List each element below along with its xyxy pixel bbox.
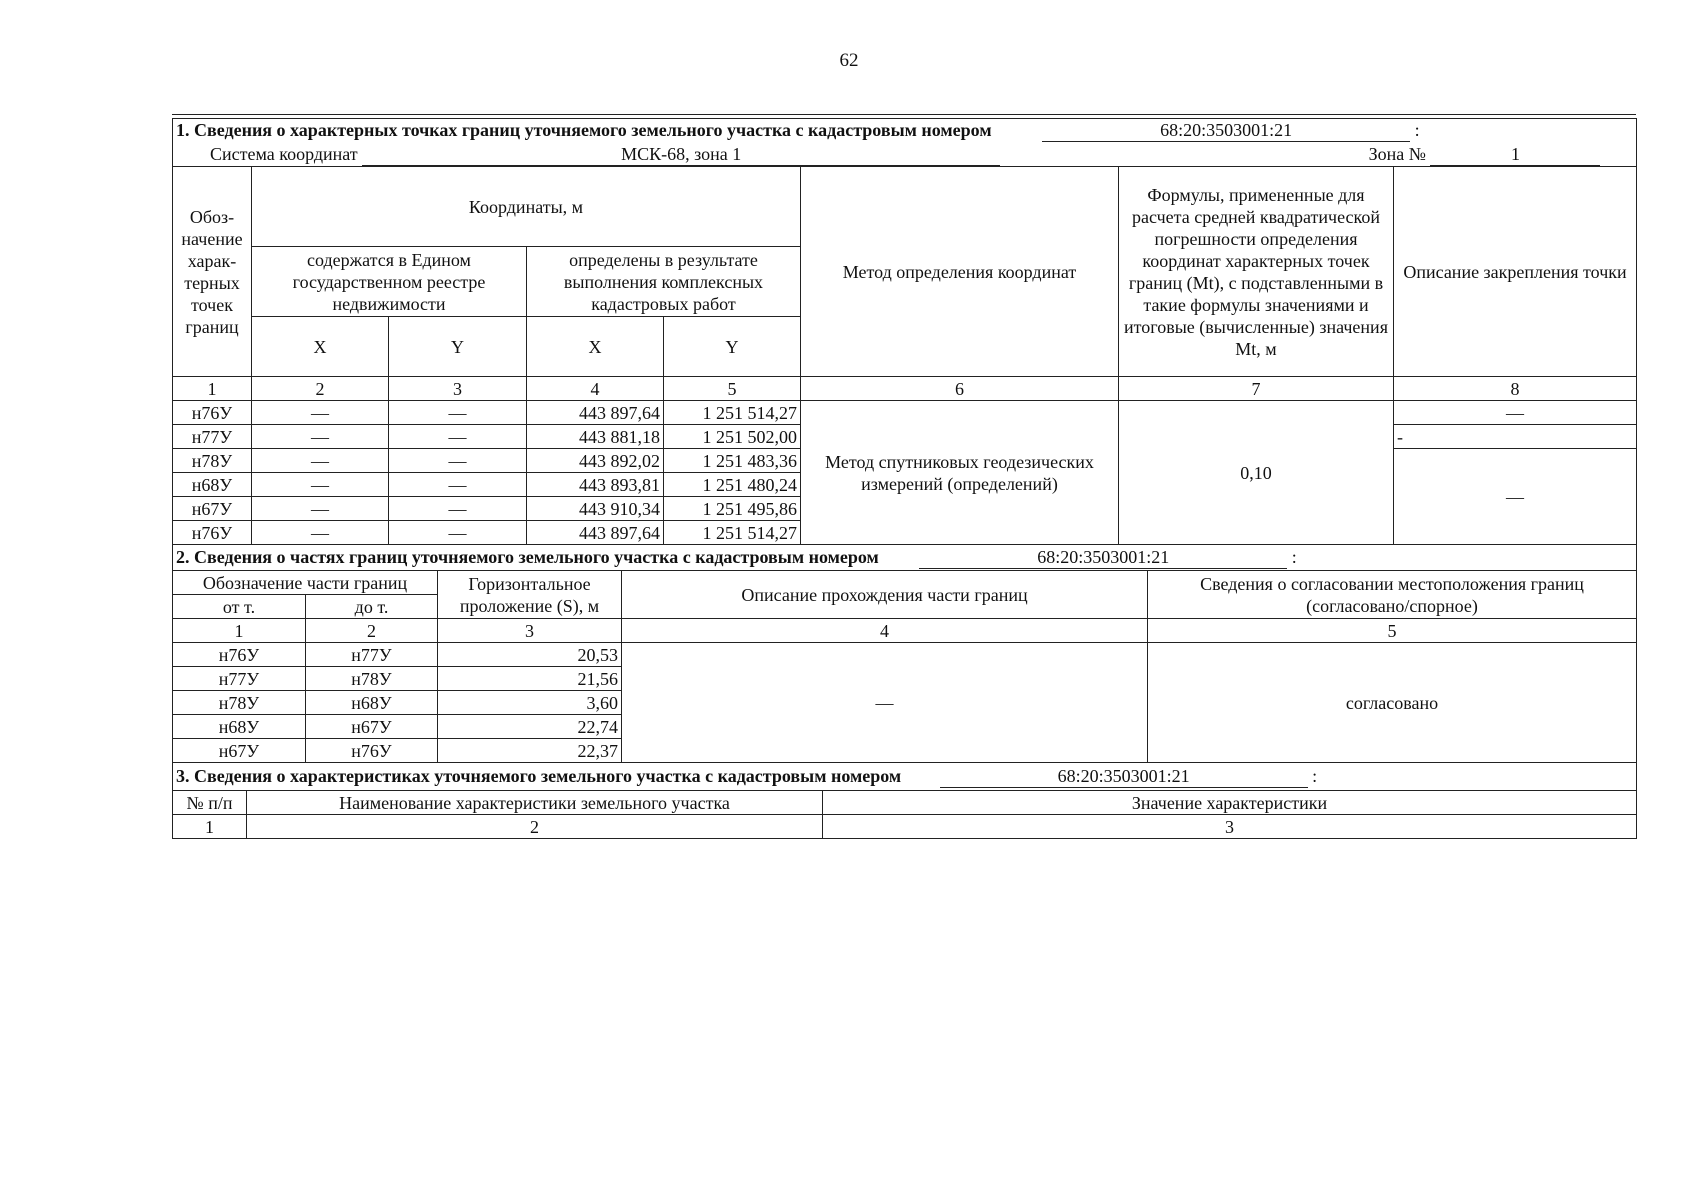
x-cell: 443 897,64 [527, 401, 664, 425]
y-egrn-cell: — [389, 401, 527, 425]
point-name: н76У [173, 401, 252, 425]
coord-system-value: МСК-68, зона 1 [362, 143, 1000, 166]
to-point: н67У [306, 715, 438, 739]
section1-title: 1. Сведения о характерных точках границ уточняемого земельного участка с кадастровым номером [176, 120, 992, 141]
point-name: н76У [173, 521, 252, 545]
header-y-egrn: Y [389, 317, 527, 377]
section3-title: 3. Сведения о характеристиках уточняемого земельного участка с кадастровым номером [176, 766, 902, 786]
y-cell: 1 251 483,36 [664, 449, 801, 473]
fixation-value: — [1394, 449, 1637, 545]
header-coordinates: Координаты, м [252, 167, 801, 247]
header-to: до т. [306, 595, 438, 619]
col-number: 6 [801, 377, 1119, 401]
y-cell: 1 251 514,27 [664, 401, 801, 425]
description-value: — [622, 643, 1148, 763]
header-char-name: Наименование характеристики земельного участка [247, 791, 823, 815]
header-length: Горизонтальное проложение (S), м [438, 571, 622, 619]
method-value: Метод спутниковых геодезических измерений (определений) [801, 401, 1119, 545]
header-kkr: определены в результате выполнения комплексных кадастровых работ [527, 247, 801, 317]
x-cell: 443 892,02 [527, 449, 664, 473]
x-egrn-cell: — [252, 449, 389, 473]
header-method: Метод определения координат [801, 167, 1119, 377]
y-egrn-cell: — [389, 521, 527, 545]
section2-table [172, 544, 1637, 763]
header-agreement: Сведения о согласовании местоположения границ (согласовано/спорное) [1148, 571, 1637, 619]
agreement-value: согласовано [1148, 643, 1637, 763]
header-description: Описание прохождения части границ [622, 571, 1148, 619]
col-number: 1 [173, 815, 247, 839]
x-cell: 443 893,81 [527, 473, 664, 497]
section2-colon: : [1291, 547, 1297, 567]
header-char-value: Значение характеристики [823, 791, 1637, 815]
y-cell: 1 251 495,86 [664, 497, 801, 521]
section3-colon: : [1312, 766, 1318, 786]
from-point: н67У [173, 739, 306, 763]
x-cell: 443 897,64 [527, 521, 664, 545]
header-y-kkr: Y [664, 317, 801, 377]
section1-table [172, 118, 1637, 545]
mt-value: 0,10 [1119, 401, 1394, 545]
col-number: 4 [622, 619, 1148, 643]
point-name: н68У [173, 473, 252, 497]
y-cell: 1 251 480,24 [664, 473, 801, 497]
col-number: 5 [664, 377, 801, 401]
section2-title: 2. Сведения о частях границ уточняемого земельного участка с кадастровым номером [176, 547, 879, 567]
page-number: 62 [839, 50, 859, 71]
y-cell: 1 251 514,27 [664, 521, 801, 545]
col-number: 3 [823, 815, 1637, 839]
point-name: н78У [173, 449, 252, 473]
length-cell: 21,56 [438, 667, 622, 691]
zone-label: Зона № [1368, 143, 1426, 164]
header-fixation: Описание закрепления точки [1394, 167, 1637, 377]
section1-cadastral-number: 68:20:3503001:21 [1042, 119, 1410, 142]
table-row [173, 643, 1637, 667]
header-x-egrn: X [252, 317, 389, 377]
length-cell: 3,60 [438, 691, 622, 715]
table-row [173, 401, 1637, 425]
from-point: н68У [173, 715, 306, 739]
x-cell: 443 910,34 [527, 497, 664, 521]
fixation-value: - [1394, 425, 1637, 449]
header-from: от т. [173, 595, 306, 619]
col-number: 1 [173, 377, 252, 401]
from-point: н78У [173, 691, 306, 715]
col-number: 4 [527, 377, 664, 401]
section2-cadastral-number: 68:20:3503001:21 [919, 546, 1287, 569]
fixation-value: — [1394, 401, 1637, 425]
col-number: 2 [252, 377, 389, 401]
col-number: 5 [1148, 619, 1637, 643]
header-x-kkr: X [527, 317, 664, 377]
to-point: н78У [306, 667, 438, 691]
x-cell: 443 881,18 [527, 425, 664, 449]
x-egrn-cell: — [252, 473, 389, 497]
col-number: 8 [1394, 377, 1637, 401]
header-point-designation: Обоз- начение харак- терных точек границ [173, 167, 252, 377]
col-number: 1 [173, 619, 306, 643]
length-cell: 20,53 [438, 643, 622, 667]
y-egrn-cell: — [389, 497, 527, 521]
col-number: 2 [306, 619, 438, 643]
header-num: № п/п [173, 791, 247, 815]
col-number: 3 [389, 377, 527, 401]
length-cell: 22,37 [438, 739, 622, 763]
point-name: н77У [173, 425, 252, 449]
y-cell: 1 251 502,00 [664, 425, 801, 449]
from-point: н76У [173, 643, 306, 667]
x-egrn-cell: — [252, 497, 389, 521]
to-point: н77У [306, 643, 438, 667]
point-name: н67У [173, 497, 252, 521]
col-number: 2 [247, 815, 823, 839]
section1-colon: : [1414, 120, 1420, 141]
header-egrn: содержатся в Едином государственном реестре недвижимости [252, 247, 527, 317]
length-cell: 22,74 [438, 715, 622, 739]
y-egrn-cell: — [389, 449, 527, 473]
x-egrn-cell: — [252, 401, 389, 425]
col-number: 3 [438, 619, 622, 643]
cadastral-document [172, 114, 1636, 839]
to-point: н68У [306, 691, 438, 715]
section3-cadastral-number: 68:20:3503001:21 [940, 765, 1308, 788]
col-number: 7 [1119, 377, 1394, 401]
header-formulas: Формулы, примененные для расчета средней квадратической погрешности определения координат характерных точек границ (Mt), с подставленными в такие формулы значениями и итоговые (вычисленные) значения Mt, м [1119, 167, 1394, 377]
y-egrn-cell: — [389, 425, 527, 449]
y-egrn-cell: — [389, 473, 527, 497]
header-part-designation: Обозначение части границ [173, 571, 438, 595]
from-point: н77У [173, 667, 306, 691]
coord-system-label: Система координат [210, 143, 358, 164]
to-point: н76У [306, 739, 438, 763]
x-egrn-cell: — [252, 521, 389, 545]
zone-value: 1 [1430, 143, 1600, 166]
section3-table [172, 762, 1637, 839]
x-egrn-cell: — [252, 425, 389, 449]
